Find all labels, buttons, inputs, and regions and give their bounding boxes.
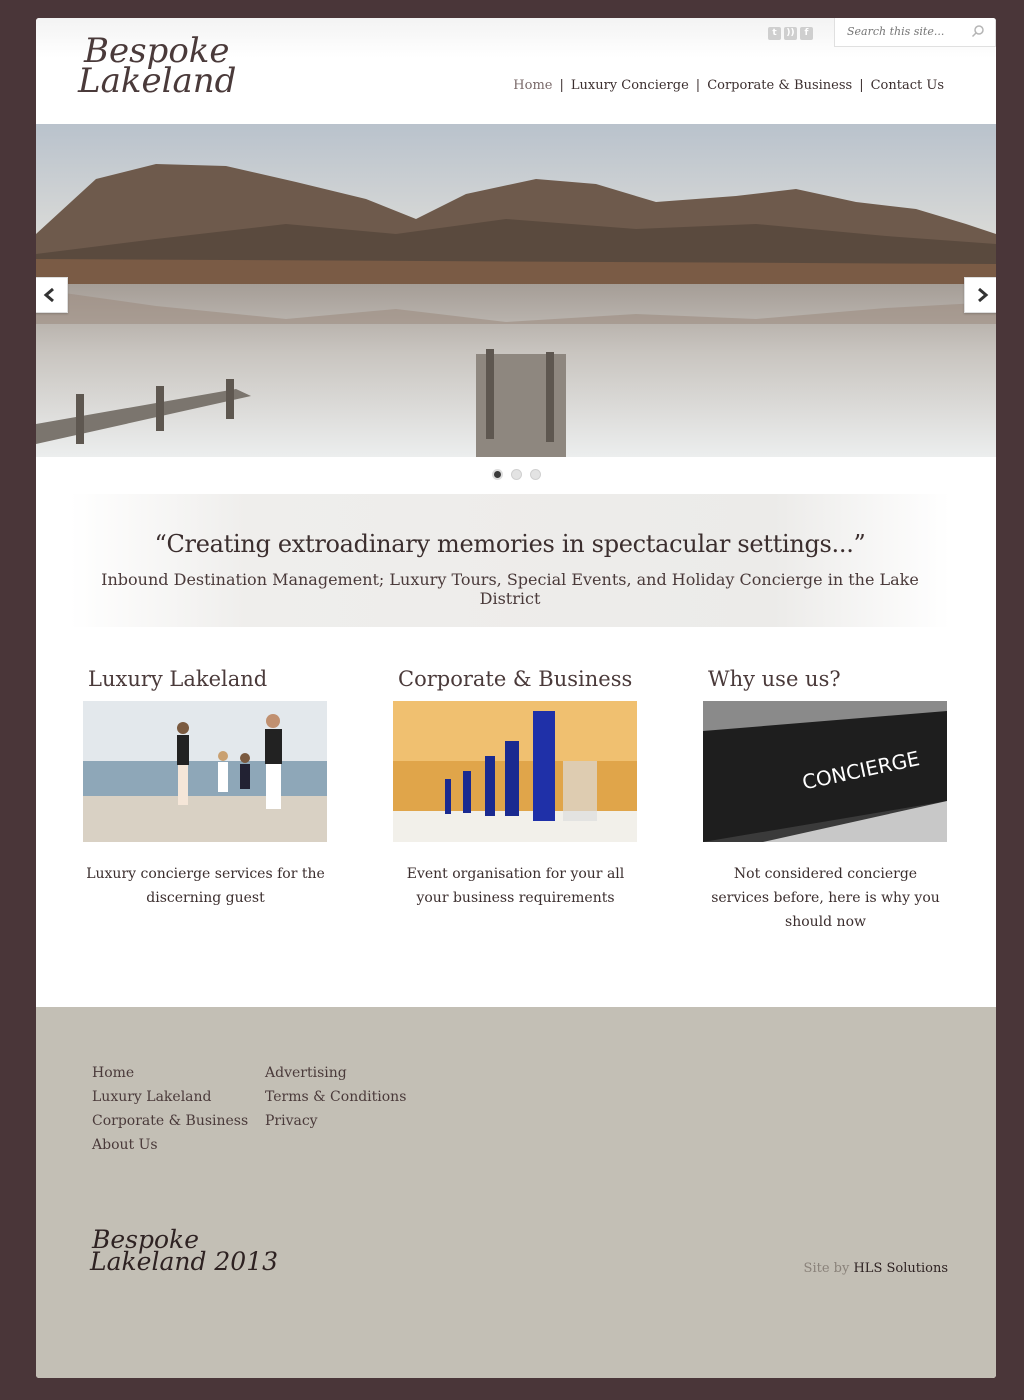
search-box bbox=[834, 18, 996, 47]
footer-logo-line-1: Bespoke bbox=[92, 1225, 199, 1254]
footer-link-terms[interactable]: Terms & Conditions bbox=[265, 1089, 407, 1105]
footer-links-col-2 bbox=[265, 1061, 406, 1133]
footer-link-privacy[interactable]: Privacy bbox=[265, 1113, 318, 1129]
nav-separator: | bbox=[859, 78, 864, 93]
feature-description: Luxury concierge services for the discerning guest bbox=[86, 866, 325, 906]
footer-link-advertising[interactable]: Advertising bbox=[265, 1065, 347, 1081]
hero-slider-image bbox=[36, 124, 996, 457]
concierge-sign-text: CONCIERGE bbox=[800, 746, 922, 795]
footer-link-home[interactable]: Home bbox=[92, 1065, 135, 1081]
footer-logo bbox=[90, 1225, 279, 1276]
feature-why-use-us bbox=[703, 663, 948, 934]
tagline-headline: “Creating extroadinary memories in spectacular settings...” bbox=[154, 530, 866, 558]
slider-dot-2[interactable] bbox=[511, 469, 522, 480]
site-footer bbox=[36, 1007, 996, 1378]
feature-description: Not considered concierge services before, here is why you should now bbox=[711, 866, 940, 930]
slider-pagination bbox=[36, 469, 996, 480]
logo-line-2: Lakeland bbox=[78, 61, 237, 101]
twitter-icon[interactable]: t bbox=[768, 27, 781, 40]
family-beach-image[interactable] bbox=[83, 701, 327, 842]
nav-corporate-business[interactable]: Corporate & Business bbox=[707, 78, 853, 93]
conference-table-image[interactable] bbox=[393, 701, 637, 842]
nav-separator: | bbox=[559, 78, 564, 93]
facebook-icon[interactable]: f bbox=[800, 27, 813, 40]
feature-luxury-lakeland bbox=[83, 663, 328, 910]
feature-title[interactable]: Luxury Lakeland bbox=[88, 667, 268, 691]
slider-dot-3[interactable] bbox=[530, 469, 541, 480]
site-credit bbox=[804, 1261, 948, 1276]
footer-link-corporate-business[interactable]: Corporate & Business bbox=[92, 1113, 249, 1129]
chevron-left-icon bbox=[42, 287, 58, 303]
feature-title[interactable]: Corporate & Business bbox=[398, 667, 633, 691]
concierge-desk-image[interactable] bbox=[703, 701, 947, 842]
page-container bbox=[36, 18, 996, 1378]
footer-link-luxury-lakeland[interactable]: Luxury Lakeland bbox=[92, 1089, 212, 1105]
credit-prefix: Site by bbox=[803, 1261, 850, 1276]
nav-luxury-concierge[interactable]: Luxury Concierge bbox=[570, 78, 689, 93]
nav-separator: | bbox=[695, 78, 701, 93]
footer-links-col-1 bbox=[92, 1061, 248, 1157]
chevron-right-icon bbox=[974, 287, 990, 303]
rss-icon[interactable]: )) bbox=[784, 27, 797, 40]
social-links bbox=[768, 27, 813, 40]
main-nav bbox=[513, 78, 944, 93]
feature-title[interactable]: Why use us? bbox=[708, 667, 841, 691]
slider-prev-button[interactable] bbox=[36, 277, 68, 313]
credit-link[interactable]: HLS Solutions bbox=[853, 1261, 948, 1276]
search-icon[interactable] bbox=[971, 24, 985, 38]
footer-logo-line-2: Lakeland 2013 bbox=[90, 1247, 279, 1276]
site-header bbox=[36, 18, 996, 124]
search-input[interactable] bbox=[847, 18, 975, 45]
logo-line-1: Bespoke bbox=[84, 31, 230, 71]
nav-home[interactable]: Home bbox=[513, 78, 553, 93]
footer-link-about-us[interactable]: About Us bbox=[92, 1137, 158, 1153]
feature-description: Event organisation for your all your business requirements bbox=[406, 866, 625, 906]
tagline-banner bbox=[70, 494, 950, 627]
tagline-subline: Inbound Destination Management; Luxury Tours, Special Events, and Holiday Concierge in the Lake District bbox=[101, 570, 919, 608]
slider-next-button[interactable] bbox=[964, 277, 996, 313]
site-logo[interactable] bbox=[78, 31, 237, 101]
lake-landscape-illustration bbox=[36, 124, 996, 457]
nav-contact-us[interactable]: Contact Us bbox=[870, 78, 944, 93]
slider-dot-1[interactable] bbox=[492, 469, 503, 480]
feature-corporate-business bbox=[393, 663, 638, 910]
